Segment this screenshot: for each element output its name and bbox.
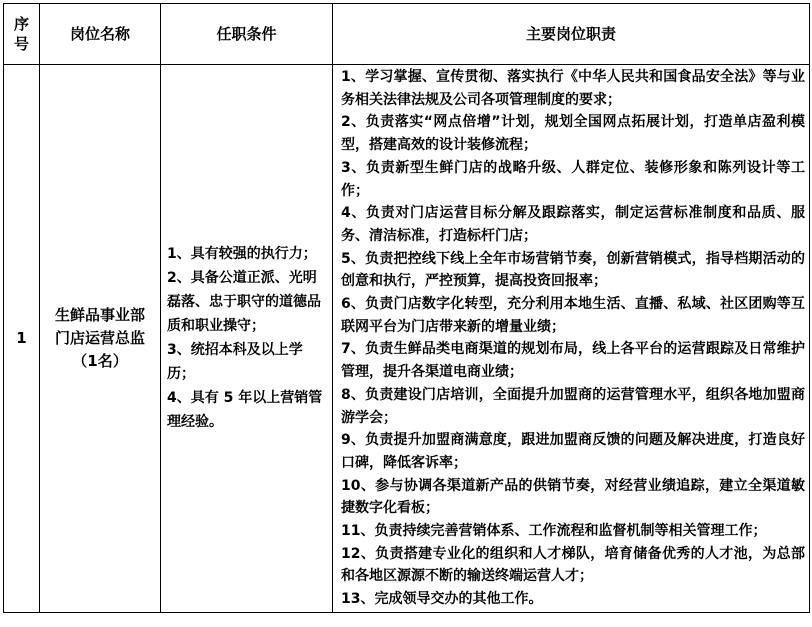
- duty-item: 12、负责搭建专业化的组织和人才梯队，培育储备优秀的人才池，为总部和各地区源源不断的输送终端运营人才；: [341, 545, 805, 585]
- duty-item: 4、负责对门店运营目标分解及跟踪落实，制定运营标准制度和品质、服务、清洁标准，打造标杆门店；: [341, 205, 805, 244]
- row-position: [40, 65, 161, 613]
- header-seq-line1: 序: [13, 15, 29, 33]
- table-row: [4, 65, 810, 613]
- header-seq-line2: 号: [13, 35, 29, 53]
- duty-item: 5、负责把控线下线上全年市场营销节奏，创新营销模式，指导档期活动的创意和执行，严控预算，提高投资回报率；: [341, 250, 805, 290]
- duty-item: 2、负责落实“网点倍增”计划，规划全国网点拓展计划，打造单店盈利模型，搭建高效的设计装修流程；: [341, 114, 805, 154]
- position-line: 生鲜品事业部: [54, 305, 145, 324]
- row-duties: [333, 65, 810, 613]
- duty-item: 11、负责持续完善营销体系、工作流程和监督机制等相关管理工作；: [341, 523, 767, 540]
- duty-item: 7、负责生鲜品类电商渠道的规划布局，线上各平台的运营跟踪及日常维护管理，提升各渠道电商业绩；: [341, 341, 805, 381]
- duty-item: 8、负责建设门店培训，全面提升加盟商的运营管理水平，组织各地加盟商游学会；: [341, 386, 805, 426]
- duty-item: 10、参与协调各渠道新产品的供销节奏，对经营业绩追踪，建立全渠道敏捷数字化看板；: [341, 477, 805, 517]
- header-row: [4, 4, 810, 65]
- duty-item: 1、学习掌握、宣传贯彻、落实执行《中华人民共和国食品安全法》等与业务相关法律法规及公司各项管理制度的要求；: [341, 69, 805, 108]
- position-count: （1名）: [72, 351, 128, 370]
- header-requirements: 任职条件: [161, 4, 333, 65]
- duty-item: 13、完成领导交办的其他工作。: [341, 591, 543, 608]
- position-line: 门店运营总监: [54, 328, 145, 347]
- job-table: [3, 3, 810, 613]
- requirement-item: 3、统招本科及以上学历；: [167, 342, 303, 383]
- requirement-item: 4、具有 5 年以上营销管理经验。: [167, 390, 323, 431]
- duty-item: 9、负责提升加盟商满意度，跟进加盟商反馈的问题及解决进度，打造良好口碑，降低客诉率；: [341, 432, 805, 471]
- duty-item: 3、负责新型生鲜门店的战略升级、人群定位、装修形象和陈列设计等工作；: [341, 159, 805, 199]
- requirement-item: 1、具有较强的执行力；: [167, 246, 317, 263]
- requirement-item: 2、具备公道正派、光明磊落、忠于职守的道德品质和职业操守；: [167, 270, 321, 335]
- header-position: 岗位名称: [40, 4, 161, 65]
- row-requirements: [161, 65, 333, 613]
- row-seq: 1: [4, 65, 40, 613]
- header-seq: [4, 4, 40, 65]
- duty-item: 6、负责门店数字化转型，充分利用本地生活、直播、私域、社区团购等互联网平台为门店带来新的增量业绩；: [341, 296, 805, 335]
- header-duties: 主要岗位职责: [333, 4, 810, 65]
